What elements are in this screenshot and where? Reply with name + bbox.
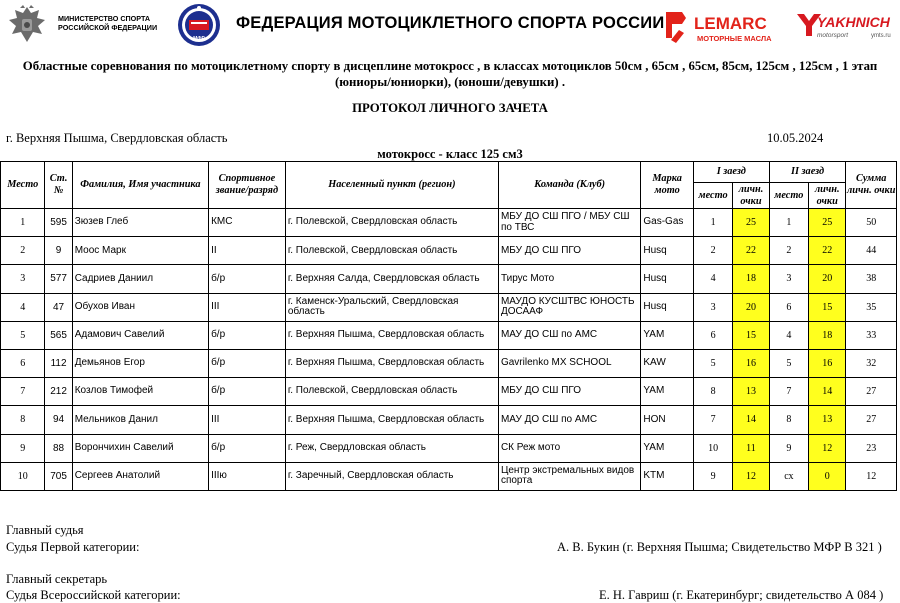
event-subtitle [10,58,890,90]
cell-place: 1 [1,209,45,237]
cell-rank: б/р [209,349,286,377]
cell-team: МАУДО КУСШТВС ЮНОСТЬ ДОСААФ [498,293,640,321]
cell-name: Моос Марк [72,237,208,265]
ministry-emblem-logo [6,4,48,46]
cell-race2-place: 2 [769,237,808,265]
cell-race1-points: 11 [733,434,769,462]
cell-race2-place: 1 [769,209,808,237]
cell-start-number: 112 [45,349,72,377]
yakhnich-logo [795,10,895,44]
cell-start-number: 577 [45,265,72,293]
cell-race2-points: 12 [809,434,846,462]
header-race1-place: место [693,183,732,209]
cell-race2-place: 5 [769,349,808,377]
mfr-logo [177,2,221,48]
event-place: г. Верхняя Пышма, Свердловская область [6,131,228,145]
cell-name: Демьянов Егор [72,349,208,377]
cell-race1-points: 16 [733,349,769,377]
protocol-title: ПРОТОКОЛ ЛИЧНОГО ЗАЧЕТА [352,101,548,115]
svg-text:МФР: МФР [193,36,205,42]
cell-name: Ворончихин Савелий [72,434,208,462]
cell-moto: Husq [641,293,694,321]
header-total: Сумма личн. очки [846,162,897,209]
cell-moto: YAM [641,434,694,462]
cell-race1-place: 4 [693,265,732,293]
lemarc-logo [664,6,784,46]
cell-race1-place: 3 [693,293,732,321]
cell-race1-points: 18 [733,265,769,293]
cell-race1-place: 2 [693,237,732,265]
event-date: 10.05.2024 [767,131,824,145]
cell-moto: KAW [641,349,694,377]
header-place: Место [1,162,45,209]
cell-race1-points: 13 [733,378,769,406]
cell-race2-place: 7 [769,378,808,406]
cell-city: г. Верхняя Пышма, Свердловская область [285,349,498,377]
cell-start-number: 47 [45,293,72,321]
cell-name: Козлов Тимофей [72,378,208,406]
cell-moto: Husq [641,237,694,265]
secretary-title: Главный секретарь [6,572,108,586]
cell-team: Центр экстремальных видов спорта [498,462,640,490]
cell-place: 6 [1,349,45,377]
cell-rank: б/р [209,378,286,406]
table-row [1,265,897,293]
cell-race1-points: 25 [733,209,769,237]
cell-moto: HON [641,406,694,434]
cell-start-number: 88 [45,434,72,462]
cell-place: 2 [1,237,45,265]
cell-name: Садриев Даниил [72,265,208,293]
cell-race2-points: 15 [809,293,846,321]
cell-start-number: 212 [45,378,72,406]
cell-race1-place: 8 [693,378,732,406]
cell-rank: III [209,406,286,434]
table-row [1,321,897,349]
table-row [1,237,897,265]
cell-moto: YAM [641,321,694,349]
cell-team: Gavrilenko MX SCHOOL [498,349,640,377]
header-race2-points: личн. очки [809,183,846,209]
cell-race2-points: 0 [809,462,846,490]
cell-team: МБУ ДО СШ ПГО / МБУ СШ по ТВС [498,209,640,237]
header-start-number: Ст. № [45,162,72,209]
cell-start-number: 595 [45,209,72,237]
results-body [1,209,897,491]
cell-race2-points: 13 [809,406,846,434]
secretary-name: Е. Н. Гавриш (г. Екатеринбург; свидетельство А 084 ) [599,588,884,602]
header-race2-place: место [769,183,808,209]
header-city: Населенный пункт (регион) [285,162,498,209]
table-row [1,462,897,490]
header-moto: Марка мото [641,162,694,209]
cell-start-number: 705 [45,462,72,490]
cell-city: г. Каменск-Уральский, Свердловская область [285,293,498,321]
cell-total: 50 [846,209,897,237]
cell-name: Обухов Иван [72,293,208,321]
svg-text:LEMARC: LEMARC [694,14,767,33]
cell-moto: Gas-Gas [641,209,694,237]
cell-team: МАУ ДО СШ по АМС [498,321,640,349]
cell-total: 33 [846,321,897,349]
cell-race2-points: 14 [809,378,846,406]
cell-city: г. Полевской, Свердловская область [285,378,498,406]
cell-team: Тирус Мото [498,265,640,293]
header-race1: I заезд [693,162,769,183]
table-header-row [1,162,897,183]
cell-race2-points: 18 [809,321,846,349]
cell-place: 9 [1,434,45,462]
header-race1-points: личн. очки [733,183,769,209]
cell-team: МБУ ДО СШ ПГО [498,237,640,265]
cell-rank: II [209,237,286,265]
cell-total: 27 [846,406,897,434]
chief-judge-category: Судья Первой категории: [6,540,140,554]
cell-start-number: 9 [45,237,72,265]
cell-race1-points: 22 [733,237,769,265]
cell-total: 38 [846,265,897,293]
cell-start-number: 565 [45,321,72,349]
class-title: мотокросс - класс 125 см3 [377,147,523,161]
cell-total: 35 [846,293,897,321]
cell-place: 7 [1,378,45,406]
cell-moto: KTM [641,462,694,490]
table-row [1,406,897,434]
cell-race1-place: 7 [693,406,732,434]
cell-race2-place: 8 [769,406,808,434]
cell-place: 5 [1,321,45,349]
cell-total: 32 [846,349,897,377]
event-subtitle-line1: Областные соревнования по мотоциклетному спорту в дисцеплине мотокросс , в классах мотоциклов 50см , 65см , 65см, 85см, 125см , 125см , 1 этап [22,59,878,73]
chief-judge-title: Главный судья [6,523,84,537]
cell-race1-points: 12 [733,462,769,490]
cell-team: МБУ ДО СШ ПГО [498,378,640,406]
table-row [1,209,897,237]
cell-rank: б/р [209,265,286,293]
header-name: Фамилия, Имя участника [72,162,208,209]
cell-race1-place: 6 [693,321,732,349]
ministry-name: МИНИСТЕРСТВО СПОРТА РОССИЙСКОЙ ФЕДЕРАЦИИ [58,14,158,32]
cell-race1-place: 10 [693,434,732,462]
cell-race1-place: 1 [693,209,732,237]
cell-race1-place: 5 [693,349,732,377]
cell-team: СК Реж мото [498,434,640,462]
header-team: Команда (Клуб) [498,162,640,209]
cell-total: 27 [846,378,897,406]
cell-city: г. Верхняя Пышма, Свердловская область [285,406,498,434]
table-row [1,293,897,321]
cell-race1-points: 14 [733,406,769,434]
cell-city: г. Полевской, Свердловская область [285,237,498,265]
svg-text:МОТОРНЫЕ МАСЛА: МОТОРНЫЕ МАСЛА [697,34,772,43]
table-row [1,434,897,462]
cell-race2-place: 3 [769,265,808,293]
cell-moto: YAM [641,378,694,406]
cell-name: Мельников Данил [72,406,208,434]
svg-text:YAKHNICH: YAKHNICH [817,14,890,30]
cell-place: 4 [1,293,45,321]
svg-text:ymts.ru: ymts.ru [871,33,891,39]
cell-rank: IIIю [209,462,286,490]
secretary-category: Судья Всероссийской категории: [6,588,181,602]
cell-race2-points: 22 [809,237,846,265]
cell-moto: Husq [641,265,694,293]
cell-race2-place: 9 [769,434,808,462]
cell-total: 12 [846,462,897,490]
cell-place: 3 [1,265,45,293]
cell-rank: б/р [209,434,286,462]
cell-team: МАУ ДО СШ по АМС [498,406,640,434]
chief-judge-name: А. В. Букин (г. Верхняя Пышма; Свидетельство МФР В 321 ) [557,540,882,554]
cell-start-number: 94 [45,406,72,434]
cell-race2-points: 16 [809,349,846,377]
table-row [1,349,897,377]
svg-text:motorsport: motorsport [817,32,849,39]
cell-place: 8 [1,406,45,434]
cell-city: г. Реж, Свердловская область [285,434,498,462]
cell-race2-place: сх [769,462,808,490]
cell-city: г. Полевской, Свердловская область [285,209,498,237]
cell-city: г. Верхняя Пышма, Свердловская область [285,321,498,349]
federation-title: ФЕДЕРАЦИЯ МОТОЦИКЛЕТНОГО СПОРТА РОССИИ [236,14,665,32]
header-race2: II заезд [769,162,846,183]
cell-place: 10 [1,462,45,490]
cell-name: Зюзев Глеб [72,209,208,237]
cell-total: 44 [846,237,897,265]
cell-race2-place: 6 [769,293,808,321]
cell-rank: КМС [209,209,286,237]
cell-race1-place: 9 [693,462,732,490]
cell-race2-place: 4 [769,321,808,349]
cell-race2-points: 25 [809,209,846,237]
results-table [0,161,897,491]
cell-race1-points: 15 [733,321,769,349]
event-subtitle-line2: (юниоры/юниорки), (юноши/девушки) . [334,75,566,89]
cell-race1-points: 20 [733,293,769,321]
page-header [0,0,900,50]
cell-rank: III [209,293,286,321]
header-rank: Спортивное звание/разряд [209,162,286,209]
cell-city: г. Заречный, Свердловская область [285,462,498,490]
cell-name: Адамович Савелий [72,321,208,349]
cell-rank: б/р [209,321,286,349]
cell-total: 23 [846,434,897,462]
cell-name: Сергеев Анатолий [72,462,208,490]
cell-race2-points: 20 [809,265,846,293]
cell-city: г. Верхняя Салда, Свердловская область [285,265,498,293]
table-row [1,378,897,406]
